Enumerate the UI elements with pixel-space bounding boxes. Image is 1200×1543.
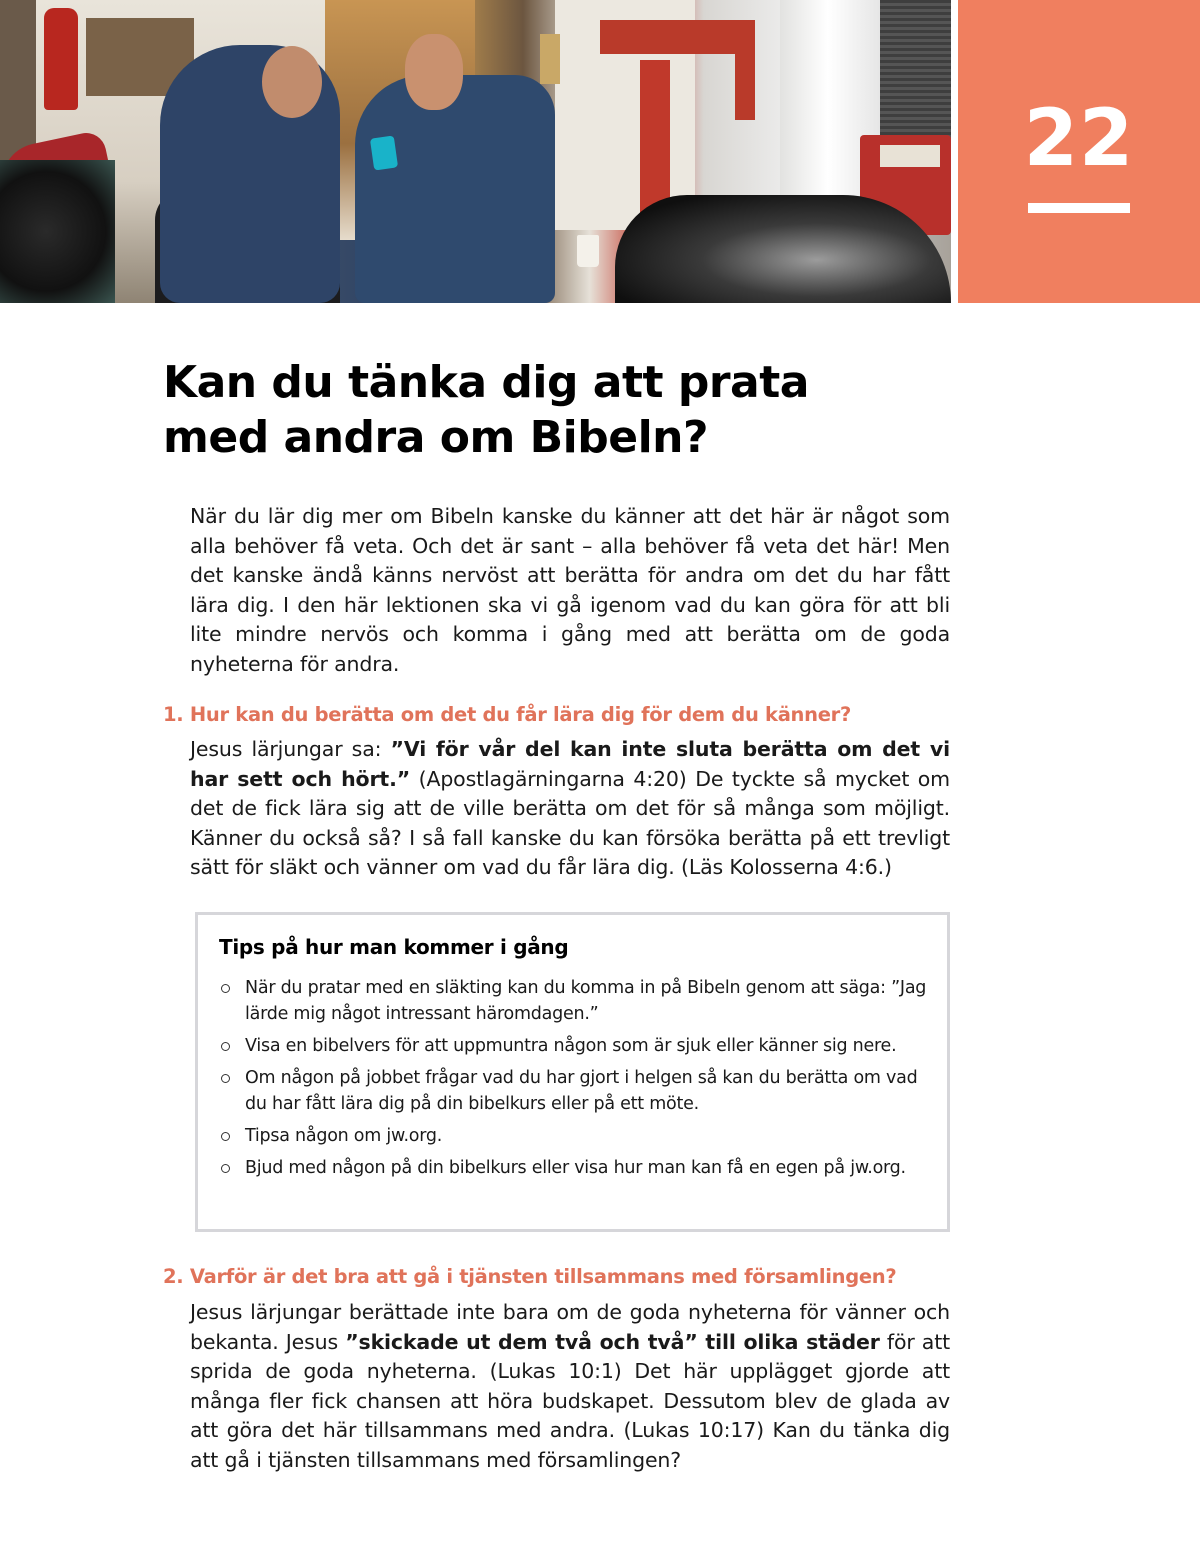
chapter-number: 22	[1023, 94, 1135, 184]
tip-item	[219, 1033, 934, 1059]
tire-changer-arm	[600, 20, 750, 54]
tip-text: När du pratar med en släkting kan du komma in på Bibeln genom att säga: ”Jag lärde mig något intressant häromdagen.”	[245, 978, 927, 1024]
younger-man-head	[405, 34, 463, 110]
chapter-underline	[1028, 203, 1130, 213]
answer-1	[190, 735, 950, 883]
intro-paragraph: När du lär dig mer om Bibeln kanske du känner att det här är något som alla behöver få veta. Och det är sant – alla behöver få veta det här! Men det kanske ändå känns nervöst att berätta för andra om det du har fått lära dig. I den här lektionen ska vi gå igenom vad du kan göra för att bli lite mindre nervös och komma i gång med att berätta om de goda nyheterna för andra.	[190, 504, 950, 676]
header-photo	[0, 0, 951, 303]
meter-gauge	[880, 145, 940, 167]
answer-2	[190, 1298, 950, 1476]
answer-2-quote: ”skickade ut dem två och två” till olika städer	[345, 1329, 880, 1354]
tip-item	[219, 1065, 934, 1117]
circle-bullet-icon	[221, 1074, 230, 1083]
wall-telephone	[540, 34, 560, 84]
younger-man	[355, 75, 555, 303]
foreground-motorcycle	[615, 195, 951, 303]
tip-text: Tipsa någon om jw.org.	[245, 1126, 443, 1146]
answer-2-post: för att sprida de goda nyheterna. (Lukas 10:1) Det här upplägget gjorde att många fler fick chansen att höra budskapet. Dessutom blev de glada av att göra det här tillsammans med andra. (Lukas 10:17) Kan du tänka dig att gå i tjänsten tillsammans med församlingen?	[190, 1329, 950, 1472]
tips-title: Tips på hur man kommer i gång	[219, 935, 569, 959]
answer-2-pre: Jesus lärjungar berättade inte bara om de goda nyheterna för vänner och bekanta. Jesus	[190, 1300, 950, 1354]
page-title: Kan du tänka dig att prata med andra om Bibeln?	[163, 357, 809, 463]
tip-text: Bjud med någon på din bibelkurs eller visa hur man kan få en egen på jw.org.	[245, 1158, 906, 1178]
tip-item	[219, 975, 934, 1027]
coffee-cup	[577, 235, 599, 267]
answer-1-pre: Jesus lärjungar sa:	[190, 737, 391, 761]
smartphone	[370, 135, 398, 170]
tip-text: Visa en bibelvers för att uppmuntra någon som är sjuk eller känner sig nere.	[245, 1036, 897, 1056]
tips-list	[219, 975, 934, 1187]
tip-item	[219, 1155, 934, 1181]
answer-1-post: (Apostlagärningarna 4:20) De tyckte så mycket om det de fick lära sig att de ville berätta om det för så många som möjligt. Känner du också så? I så fall kanske du kan försöka berätta på ett trevligt sätt för släkt och vänner om vad du får lära dig. (Läs Kolosserna 4:6.)	[190, 766, 950, 880]
question-2: 2. Varför är det bra att gå i tjänsten tillsammans med församlingen?	[163, 1265, 897, 1288]
question-1: 1. Hur kan du berätta om det du får lära dig för dem du känner?	[163, 703, 851, 726]
circle-bullet-icon	[221, 1164, 230, 1173]
circle-bullet-icon	[221, 1042, 230, 1051]
window-blinds	[880, 0, 951, 140]
tip-item	[219, 1123, 934, 1149]
tips-box	[195, 912, 950, 1232]
foreground-headlight	[0, 160, 115, 303]
chapter-badge	[958, 0, 1200, 303]
fire-extinguisher	[44, 8, 78, 110]
circle-bullet-icon	[221, 984, 230, 993]
circle-bullet-icon	[221, 1132, 230, 1141]
answer-1-quote: ”Vi för vår del kan inte sluta berätta om det vi har sett och hört.”	[190, 737, 950, 791]
older-man-head	[262, 46, 322, 118]
tire-changer-drop	[735, 20, 755, 120]
tip-text: Om någon på jobbet frågar vad du har gjort i helgen så kan du berätta om vad du har fått lära dig på din bibelkurs eller på ett möte.	[245, 1068, 918, 1114]
